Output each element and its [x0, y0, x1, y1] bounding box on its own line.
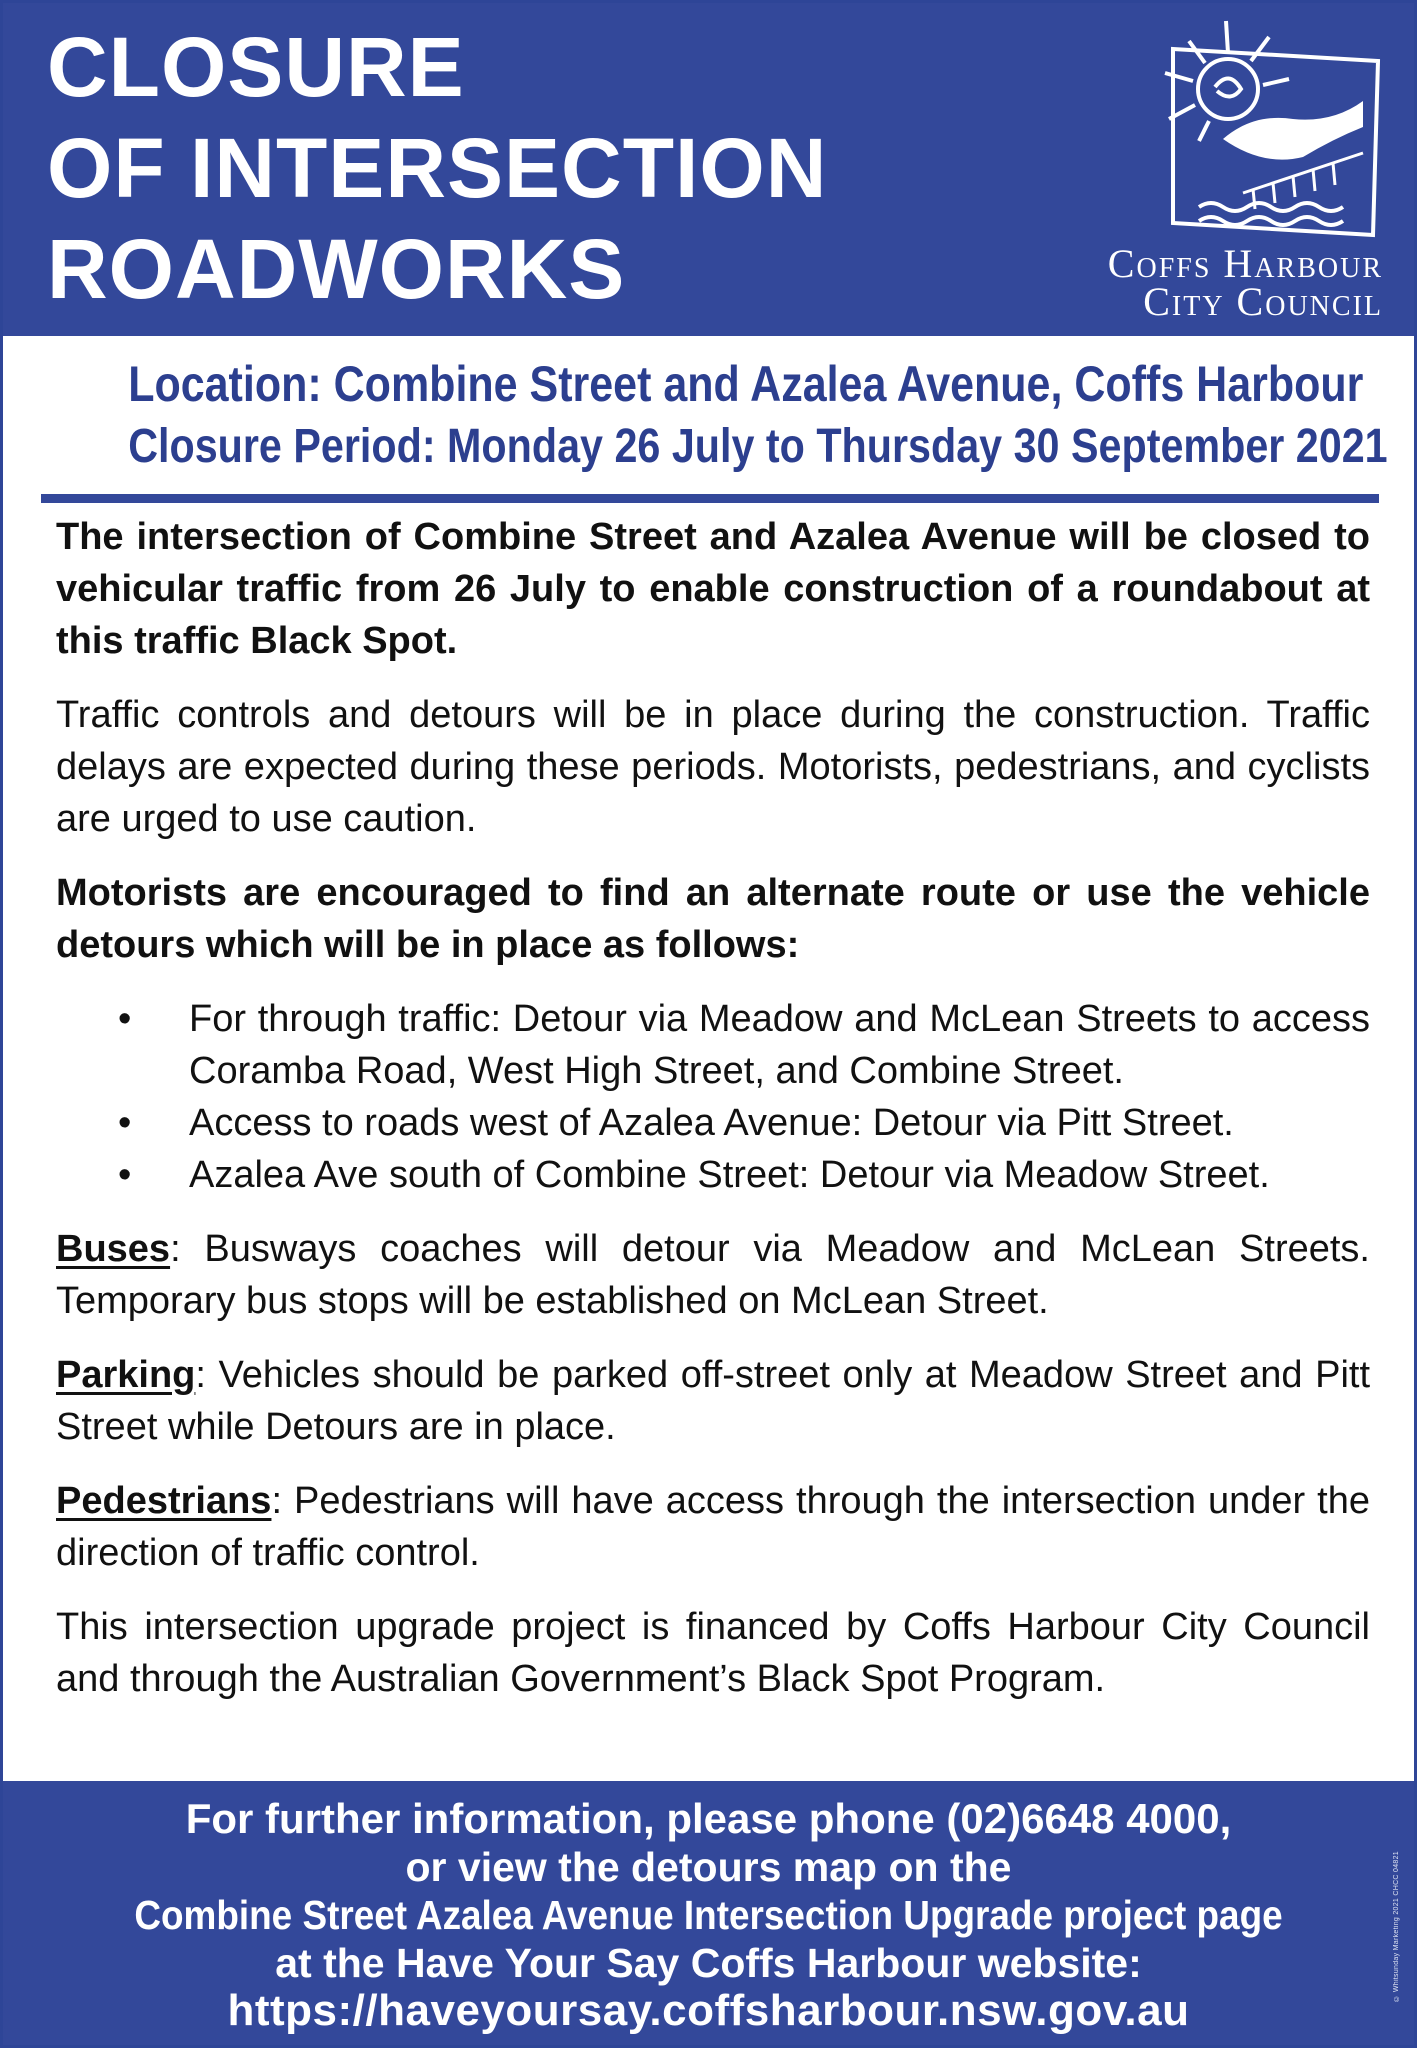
funding-paragraph: This intersection upgrade project is financed by Coffs Harbour City Council and through the Australian Government’s Black Spot Program. — [56, 1606, 1370, 1700]
print-reference: © Whitsunday Marketing 2021 CHCC 04821 — [1393, 1851, 1400, 2002]
pedestrians-text: : Pedestrians will have access through the intersection under the direction of traffic control. — [56, 1480, 1370, 1574]
bullet-icon: • — [118, 998, 132, 1040]
detour-list — [56, 993, 1370, 1201]
closure-period-line: Closure Period: Monday 26 July to Thursday 30 September 2021 — [128, 420, 1388, 473]
bullet-icon: • — [118, 1102, 132, 1144]
council-name-line: City Council — [1143, 279, 1383, 324]
divider-rule — [41, 494, 1379, 503]
pedestrians-paragraph — [56, 1475, 1370, 1579]
logo-waves — [1199, 203, 1343, 225]
footer-line: or view the detours map on the — [405, 1844, 1012, 1890]
logo-headland — [1223, 101, 1363, 160]
intro-paragraph: The intersection of Combine Street and Azalea Avenue will be closed to vehicular traffic from 26 July to enable construction of a roundabout at this traffic Black Spot. — [56, 516, 1370, 662]
title-line: CLOSURE — [47, 20, 465, 114]
footer-band — [3, 1781, 1414, 2045]
motorists-paragraph: Motorists are encouraged to find an alternate route or use the vehicle detours which will be in place as follows: — [56, 872, 1370, 966]
buses-text: : Busways coaches will detour via Meadow and McLean Streets. Temporary bus stops will be established on McLean Street. — [56, 1228, 1370, 1322]
detour-text: For through traffic: Detour via Meadow and McLean Streets to access Coramba Road, West High Street, and Combine Street. — [189, 998, 1370, 1092]
council-name-line: Coffs Harbour — [1107, 241, 1383, 286]
list-item — [56, 1149, 1370, 1201]
website-url: https://haveyoursay.coffsharbour.nsw.gov.au — [227, 1986, 1190, 2035]
footer-phone-line: For further information, please phone (02)6648 4000, — [185, 1795, 1232, 1842]
parking-term: Parking — [56, 1354, 196, 1396]
buses-paragraph — [56, 1223, 1370, 1327]
title-line: ROADWORKS — [47, 222, 626, 316]
detour-text: Azalea Ave south of Combine Street: Detour via Meadow Street. — [189, 1154, 1270, 1196]
footer-line: at the Have Your Say Coffs Harbour website: — [275, 1940, 1142, 1986]
pedestrians-term: Pedestrians — [56, 1480, 272, 1522]
detour-text: Access to roads west of Azalea Avenue: Detour via Pitt Street. — [189, 1102, 1234, 1144]
buses-term: Buses — [56, 1228, 171, 1270]
page-title — [47, 17, 827, 320]
council-name — [1013, 241, 1383, 324]
location-block — [33, 353, 1393, 479]
traffic-controls-paragraph: Traffic controls and detours will be in place during the construction. Traffic delays are expected during these periods. Motorists, pedestrians, and cyclists are urged to use caution. — [56, 694, 1370, 840]
logo-jetty — [1243, 153, 1363, 209]
bullet-icon: • — [118, 1154, 132, 1196]
header-band — [3, 3, 1414, 336]
parking-text: : Vehicles should be parked off-street only at Meadow Street and Pitt Street while Detours are in place. — [56, 1354, 1370, 1448]
footer-project-line: Combine Street Azalea Avenue Intersection Upgrade project page — [134, 1892, 1283, 1938]
list-item — [56, 1097, 1370, 1149]
location-line: Location: Combine Street and Azalea Avenue, Coffs Harbour — [128, 356, 1364, 412]
parking-paragraph — [56, 1349, 1370, 1453]
notice-body — [56, 511, 1370, 1727]
list-item — [56, 993, 1370, 1097]
title-line: OF INTERSECTION — [47, 121, 828, 215]
